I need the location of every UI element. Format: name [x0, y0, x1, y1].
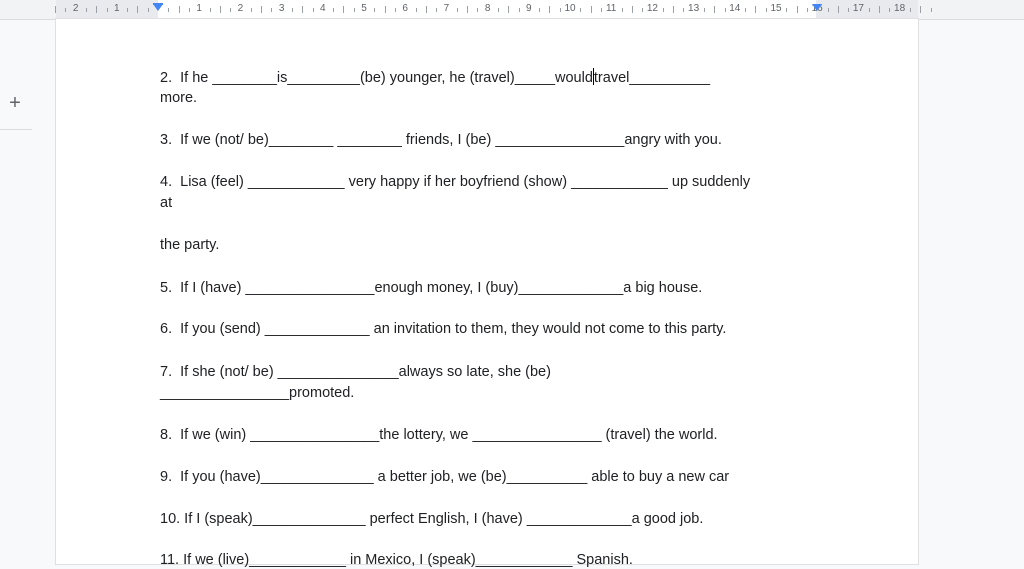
ruler-tick [766, 8, 767, 12]
side-divider [0, 129, 32, 130]
ruler-tick [560, 8, 561, 12]
question-2-wrap[interactable]: more. [160, 90, 198, 106]
ruler-tick [673, 6, 674, 13]
ruler-tick [333, 8, 334, 12]
question-4-cont[interactable]: the party. [160, 237, 220, 253]
ruler-number: 16 [811, 3, 823, 14]
ruler-number: 9 [526, 3, 532, 14]
ruler-tick [714, 6, 715, 13]
ruler-tick [519, 8, 520, 12]
ruler-tick [426, 6, 427, 13]
ruler-tick [148, 8, 149, 12]
question-4[interactable]: 4. Lisa (feel) ____________ very happy if her boyfriend (show) ____________ up suddenly [160, 174, 751, 190]
ruler-tick [230, 8, 231, 12]
ruler-tick [302, 6, 303, 13]
ruler-tick [539, 8, 540, 12]
ruler-tick [549, 6, 550, 13]
ruler-tick [838, 6, 839, 13]
ruler-tick [632, 6, 633, 13]
ruler-tick [848, 8, 849, 12]
ruler-number: 7 [443, 3, 450, 14]
ruler-tick [601, 8, 602, 12]
ruler-tick [168, 8, 169, 12]
ruler-tick [683, 8, 684, 12]
ruler-tick [622, 8, 623, 12]
ruler-tick [755, 6, 756, 13]
question-5[interactable]: 5. If I (have) ________________enough money, I (buy)_____________a big house. [160, 280, 703, 296]
ruler-tick [591, 6, 592, 13]
ruler-tick [189, 8, 190, 12]
ruler-number: 3 [278, 3, 285, 14]
ruler-tick [663, 8, 664, 12]
ruler-tick [786, 8, 787, 12]
ruler-tick [261, 6, 262, 13]
question-7-wrap[interactable]: ________________promoted. [160, 385, 355, 401]
ruler-number: 12 [646, 3, 658, 14]
ruler-tick [313, 8, 314, 12]
ruler-tick [271, 8, 272, 12]
ruler-tick [395, 8, 396, 12]
ruler-number: 6 [402, 3, 408, 14]
ruler-tick [137, 6, 138, 13]
question-9[interactable]: 9. If you (have)______________ a better job, we (be)__________ able to buy a new car [160, 469, 730, 485]
ruler-number: 17 [852, 3, 864, 14]
ruler-number: 14 [729, 3, 741, 14]
ruler-tick [86, 8, 87, 12]
ruler-tick [889, 8, 890, 12]
ruler-tick [920, 6, 921, 13]
ruler-number: 1 [196, 3, 202, 14]
ruler-number: 13 [688, 3, 700, 14]
question-3[interactable]: 3. If we (not/ be)________ ________ friends, I (be) ________________angry with you. [160, 132, 722, 148]
document-page[interactable] [56, 19, 918, 568]
ruler-number: 2 [72, 3, 79, 14]
ruler-number: 8 [484, 3, 491, 14]
plus-icon[interactable]: + [9, 92, 21, 114]
question-2-text: 2. If he ________is_________(be) younger, he (travel)_____would [160, 70, 593, 86]
question-2[interactable] [160, 68, 710, 87]
ruler-tick [931, 8, 932, 12]
ruler-tick [55, 6, 56, 13]
ruler-tick [374, 8, 375, 12]
ruler-tick [879, 6, 880, 13]
question-6[interactable]: 6. If you (send) _____________ an invitation to them, they would not come to this party. [160, 321, 727, 337]
ruler-tick [869, 8, 870, 12]
ruler-tick [292, 8, 293, 12]
ruler-tick [807, 8, 808, 12]
ruler-number: 10 [564, 3, 576, 14]
question-4-wrap[interactable]: at [160, 195, 173, 211]
ruler-tick [642, 8, 643, 12]
question-11[interactable]: 11. If we (live)____________ in Mexico, I (speak)____________ Spanish. [160, 552, 633, 568]
ruler-tick [910, 8, 911, 12]
question-2-text-cont: travel__________ [593, 70, 711, 86]
ruler-tick [498, 8, 499, 12]
ruler-number: 2 [237, 3, 244, 14]
ruler-tick [797, 6, 798, 13]
ruler-tick [65, 8, 66, 12]
ruler-tick [385, 6, 386, 13]
ruler-number: 15 [770, 3, 782, 14]
ruler-tick [107, 8, 108, 12]
ruler-tick [745, 8, 746, 12]
ruler-tick [416, 8, 417, 12]
question-8[interactable]: 8. If we (win) ________________the lottery, we ________________ (travel) the world. [160, 427, 718, 443]
ruler-tick [508, 6, 509, 13]
ruler-tick [210, 8, 211, 12]
ruler-tick [580, 8, 581, 12]
horizontal-ruler[interactable] [0, 0, 1024, 20]
ruler-number: 11 [605, 3, 617, 14]
right-indent-marker[interactable] [812, 4, 822, 11]
left-indent-marker[interactable] [153, 4, 163, 11]
ruler-tick [467, 6, 468, 13]
ruler-number: 5 [361, 3, 367, 14]
ruler-tick [343, 6, 344, 13]
ruler-tick [477, 8, 478, 12]
ruler-tick [220, 6, 221, 13]
ruler-tick [828, 8, 829, 12]
ruler-tick [457, 8, 458, 12]
ruler-number: 4 [320, 3, 326, 14]
ruler-number: 18 [894, 3, 906, 14]
ruler-tick [354, 8, 355, 12]
question-10[interactable]: 10. If I (speak)______________ perfect English, I (have) _____________a good job. [160, 511, 704, 527]
ruler-tick [127, 8, 128, 12]
ruler-tick [179, 6, 180, 13]
question-7[interactable]: 7. If she (not/ be) _______________always so late, she (be) [160, 364, 551, 380]
ruler-number: 1 [114, 3, 120, 14]
ruler-tick [436, 8, 437, 12]
ruler-tick [725, 8, 726, 12]
ruler-tick [704, 8, 705, 12]
ruler-tick [251, 8, 252, 12]
ruler-tick [96, 6, 97, 13]
